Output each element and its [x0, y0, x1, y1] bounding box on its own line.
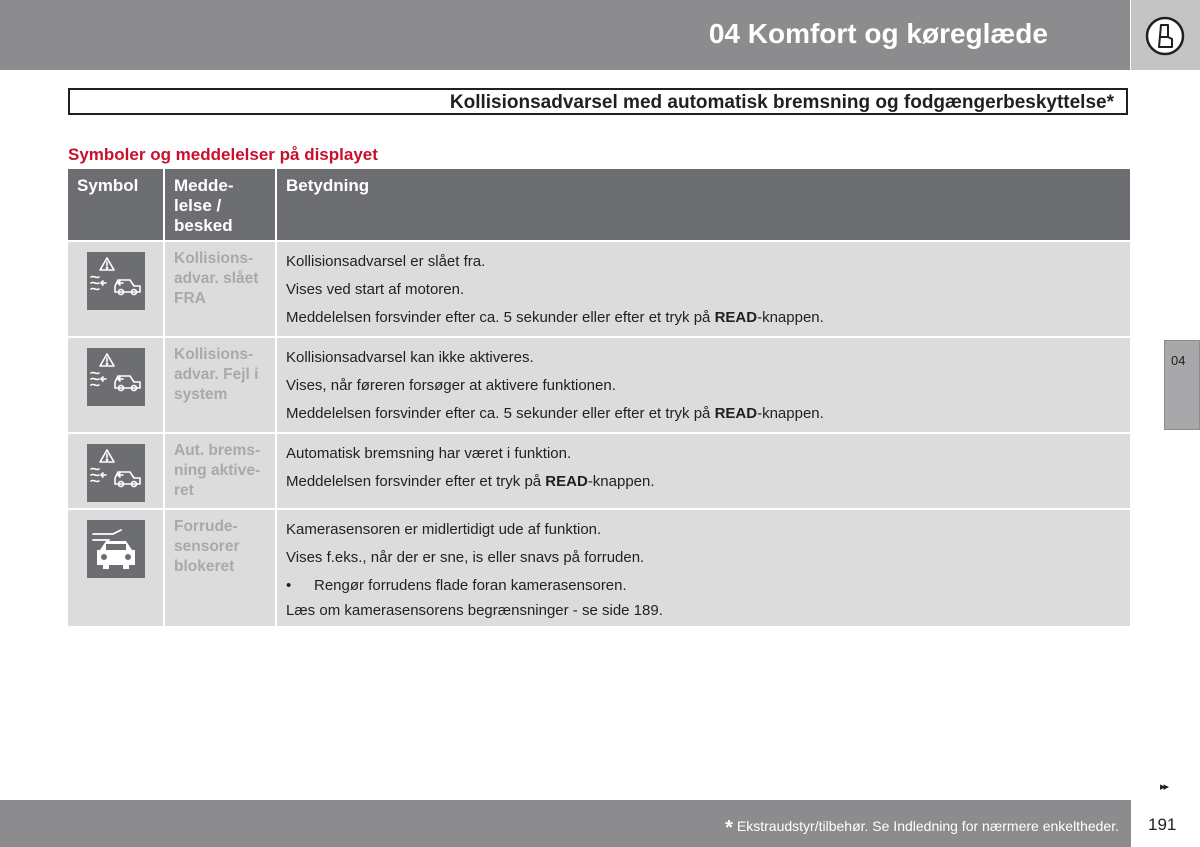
read-pre: Meddelelsen forsvinder efter ca. 5 sekunder eller efter et tryk på: [286, 405, 715, 422]
header-bar: [0, 0, 1130, 70]
read-keyword: READ: [545, 473, 588, 490]
footer-note: [725, 817, 1119, 840]
message-cell: [165, 434, 277, 510]
meaning-cell: [277, 434, 1130, 510]
section-title-box: [68, 88, 1128, 115]
message-line: Forrude-: [174, 518, 238, 535]
footer-star: *: [725, 817, 733, 839]
meaning-read-line: [286, 304, 1121, 332]
collision-warning-icon: [87, 348, 145, 406]
table-row: [68, 434, 1130, 510]
side-tab-label: 04: [1171, 353, 1186, 368]
message-line: FRA: [174, 290, 206, 307]
read-post: -knappen.: [757, 405, 824, 422]
page-number: 191: [1148, 815, 1177, 834]
bullet-dot: •: [286, 577, 292, 594]
seat-icon: [1145, 16, 1185, 56]
page-reference[interactable]: Læs om kamerasensorens begrænsninger - se side 189.: [286, 602, 663, 619]
message-line: system: [174, 386, 228, 403]
subheading: Symboler og meddelelser på displayet: [68, 145, 378, 164]
section-title: Kollisionsadvarsel med automatisk bremsning og fodgængerbeskyttelse*: [449, 92, 1114, 113]
message-cell: [165, 242, 277, 338]
meaning-read-line: [286, 468, 1121, 496]
message-line: advar. Fejl i: [174, 366, 259, 383]
read-post: -knappen.: [757, 309, 824, 326]
message-line: ret: [174, 482, 194, 499]
meaning-line: Vises ved start af motoren.: [286, 281, 465, 298]
meaning-cell: [277, 242, 1130, 338]
meaning-line: Vises f.eks., når der er sne, is eller snavs på forruden.: [286, 549, 645, 566]
meaning-cell: [277, 338, 1130, 434]
header-message: [165, 169, 277, 242]
chapter-title: 04 Komfort og køreglæde: [708, 18, 1048, 49]
symbol-cell: [68, 510, 165, 628]
footer-note-text: Ekstraudstyr/tilbehør. Se Indledning for nærmere enkeltheder.: [736, 818, 1119, 834]
table-row: [68, 338, 1130, 434]
message-cell: [165, 338, 277, 434]
footer-bar: [0, 800, 1131, 847]
table-header-row: [68, 169, 1130, 242]
message-line: advar. slået: [174, 270, 259, 287]
header-meaning: Betydning: [277, 169, 1130, 242]
collision-warning-icon: [87, 444, 145, 502]
collision-warning-icon: [87, 252, 145, 310]
message-line: sensorer: [174, 538, 240, 555]
message-line: blokeret: [174, 558, 235, 575]
message-line: Kollisions-: [174, 346, 254, 363]
chapter-icon-box: [1131, 0, 1200, 70]
next-page-arrows-icon[interactable]: ▸▸: [1160, 781, 1168, 793]
symbol-cell: [68, 338, 165, 434]
message-line: ning aktive-: [174, 462, 261, 479]
read-pre: Meddelelsen forsvinder efter et tryk på: [286, 473, 546, 490]
meaning-line: Kollisionsadvarsel er slået fra.: [286, 253, 486, 270]
message-line: Kollisions-: [174, 250, 254, 267]
header-message-line: Medde-: [174, 176, 234, 195]
table-row: [68, 510, 1130, 628]
symbols-table: [68, 169, 1130, 628]
read-keyword: READ: [714, 405, 758, 422]
header-symbol: Symbol: [68, 169, 165, 242]
meaning-line: Automatisk bremsning har været i funktion.: [286, 445, 572, 462]
read-pre: Meddelelsen forsvinder efter ca. 5 sekunder eller efter et tryk på: [286, 309, 715, 326]
bullet-item: [286, 572, 1121, 600]
read-keyword: READ: [714, 309, 758, 326]
meaning-line: Vises, når føreren forsøger at aktivere funktionen.: [286, 377, 616, 394]
symbol-cell: [68, 434, 165, 510]
table-row: [68, 242, 1130, 338]
read-post: -knappen.: [587, 473, 655, 490]
meaning-line: Kamerasensoren er midlertidigt ude af funktion.: [286, 521, 602, 538]
meaning-cell: [277, 510, 1130, 628]
symbol-cell: [68, 242, 165, 338]
message-cell: [165, 510, 277, 628]
header-message-line: besked: [174, 216, 233, 235]
chapter-side-tab[interactable]: [1164, 340, 1200, 430]
message-line: Aut. brems-: [174, 442, 261, 459]
header-message-line: lelse /: [174, 196, 222, 215]
meaning-line: Kollisionsadvarsel kan ikke aktiveres.: [286, 349, 534, 366]
windshield-sensor-icon: [87, 520, 145, 578]
bullet-text: Rengør forrudens flade foran kamerasensoren.: [314, 577, 627, 594]
meaning-read-line: [286, 400, 1121, 428]
